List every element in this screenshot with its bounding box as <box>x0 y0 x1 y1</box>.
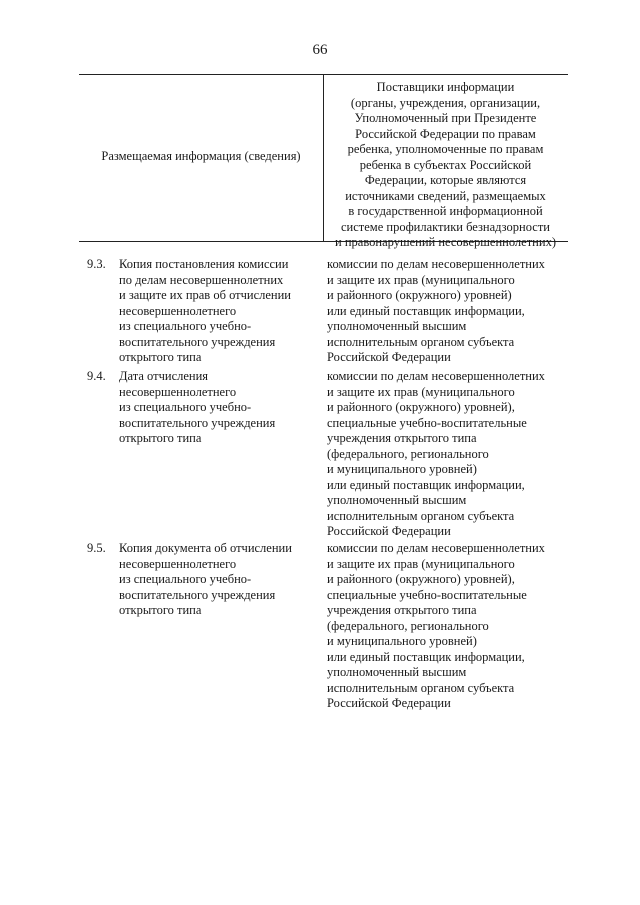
supplier-line: комиссии по делам несовершеннолетних <box>327 541 545 555</box>
header-supplier-line: ребенка в субъектах Российской <box>359 157 532 172</box>
page-number: 66 <box>312 42 328 58</box>
row-number: 9.5. <box>87 541 106 555</box>
description-line: воспитательного учреждения <box>119 334 276 349</box>
supplier-line: исполнительным органом субъекта <box>327 508 515 523</box>
row-suppliers <box>327 369 572 540</box>
header-supplier-line: ребенка, уполномоченные по правам <box>347 142 544 156</box>
supplier-line: или единый поставщик информации, <box>327 303 525 318</box>
supplier-line: комиссии по делам несовершеннолетних <box>327 257 545 271</box>
supplier-line: комиссии по делам несовершеннолетних <box>327 369 545 383</box>
description-line: из специального учебно- <box>119 400 252 414</box>
header-supplier-line: Поставщики информации <box>376 80 515 94</box>
description-line: открытого типа <box>119 431 202 445</box>
supplier-line: уполномоченный высшим <box>327 319 467 333</box>
supplier-line: Российской Федерации <box>327 696 451 710</box>
description-line: Дата отчисления <box>119 369 209 383</box>
supplier-line: (федерального, регионального <box>327 446 489 461</box>
supplier-line: (федерального, регионального <box>327 618 489 633</box>
description-line: и защите их прав об отчислении <box>119 288 291 302</box>
supplier-line: специальные учебно-воспитательные <box>327 415 527 430</box>
header-supplier-line: Федерации, которые являются <box>364 173 527 187</box>
description-line: Копия постановления комиссии <box>119 257 289 271</box>
supplier-line: уполномоченный высшим <box>327 665 467 679</box>
header-supplier-line: и правонарушений несовершеннолетних) <box>335 235 556 249</box>
description-line: воспитательного учреждения <box>119 587 276 602</box>
row-number: 9.4. <box>87 369 106 383</box>
description-line: несовершеннолетнего <box>119 303 237 318</box>
header-supplier-line: системе профилактики безнадзорности <box>341 219 550 234</box>
description-line: открытого типа <box>119 603 202 617</box>
supplier-line: и защите их прав (муниципального <box>327 272 515 287</box>
supplier-line: Российской Федерации <box>327 524 451 538</box>
description-line: открытого типа <box>119 350 202 364</box>
header-supplier-line: (органы, учреждения, организации, <box>350 95 541 110</box>
description-line: по делам несовершеннолетних <box>119 272 284 287</box>
supplier-line: и районного (окружного) уровней), <box>327 400 515 414</box>
header-supplier-line: Уполномоченный при Президенте <box>354 111 537 125</box>
description-line: из специального учебно- <box>119 572 252 586</box>
supplier-line: исполнительным органом субъекта <box>327 334 515 349</box>
row-suppliers <box>327 257 572 366</box>
row-suppliers <box>327 541 572 712</box>
supplier-line: и защите их прав (муниципального <box>327 384 515 399</box>
row-description <box>119 541 319 619</box>
description-line: Копия документа об отчислении <box>119 541 292 555</box>
row-number: 9.3. <box>87 257 106 271</box>
supplier-line: или единый поставщик информации, <box>327 649 525 664</box>
description-line: несовершеннолетнего <box>119 384 237 399</box>
supplier-line: и районного (окружного) уровней) <box>327 288 512 302</box>
supplier-line: и муниципального уровней) <box>327 462 477 476</box>
row-description <box>119 369 319 447</box>
header-information-suppliers <box>323 80 568 251</box>
header-placed-information: Размещаемая информация (сведения) <box>101 149 301 163</box>
header-supplier-line: источниками сведений, размещаемых <box>345 188 546 203</box>
supplier-line: учреждения открытого типа <box>327 603 477 617</box>
supplier-line: и защите их прав (муниципального <box>327 556 515 571</box>
description-line: воспитательного учреждения <box>119 415 276 430</box>
supplier-line: специальные учебно-воспитательные <box>327 587 527 602</box>
supplier-line: уполномоченный высшим <box>327 493 467 507</box>
header-supplier-line: в государственной информационной <box>348 204 543 218</box>
description-line: несовершеннолетнего <box>119 556 237 571</box>
supplier-line: и муниципального уровней) <box>327 634 477 648</box>
supplier-line: исполнительным органом субъекта <box>327 680 515 695</box>
supplier-line: или единый поставщик информации, <box>327 477 525 492</box>
row-description <box>119 257 319 366</box>
supplier-line: учреждения открытого типа <box>327 431 477 445</box>
supplier-line: и районного (окружного) уровней), <box>327 572 515 586</box>
header-supplier-line: Российской Федерации по правам <box>355 126 536 141</box>
description-line: из специального учебно- <box>119 319 252 333</box>
supplier-line: Российской Федерации <box>327 350 451 364</box>
